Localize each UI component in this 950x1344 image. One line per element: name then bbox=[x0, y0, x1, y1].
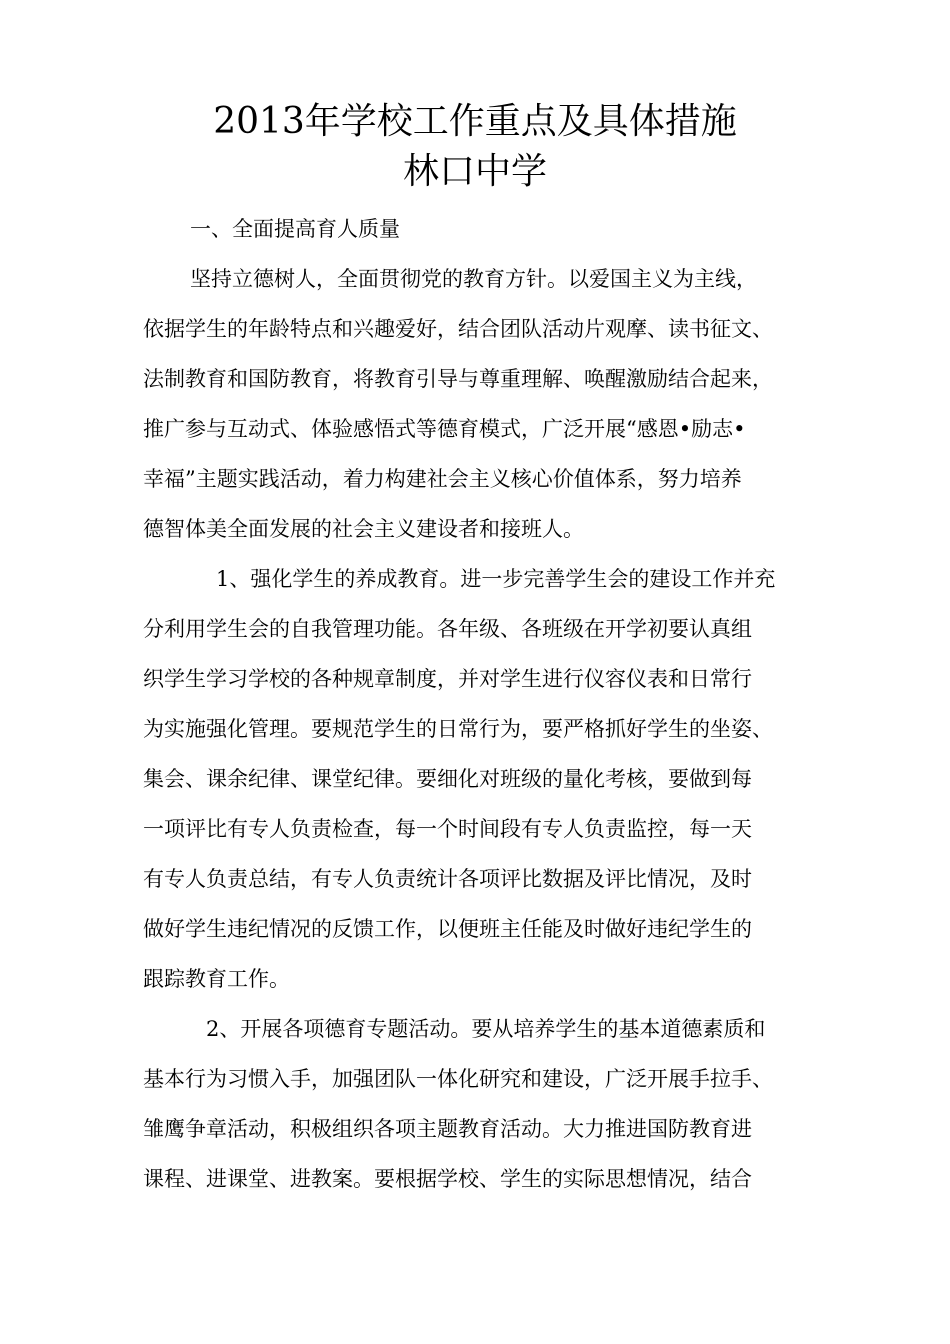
paragraph-line: 依据学生的年龄特点和兴趣爱好，结合团队活动片观摩、读书征文、 bbox=[143, 317, 773, 341]
document-subtitle: 林口中学 bbox=[402, 151, 547, 192]
paragraph-line: 做好学生违纪情况的反馈工作，以便班主任能及时做好违纪学生的 bbox=[143, 917, 752, 941]
paragraph-line: 有专人负责总结，有专人负责统计各项评比数据及评比情况，及时 bbox=[143, 867, 752, 891]
document-title: 2013年学校工作重点及具体措施 bbox=[213, 101, 737, 142]
paragraph-line: 基本行为习惯入手，加强团队一体化研究和建设，广泛开展手拉手、 bbox=[143, 1067, 773, 1091]
paragraph-line: 分利用学生会的自我管理功能。各年级、各班级在开学初要认真组 bbox=[143, 617, 752, 641]
paragraph-line: 跟踪教育工作。 bbox=[143, 967, 290, 991]
paragraph-line: 德智体美全面发展的社会主义建设者和接班人。 bbox=[143, 517, 584, 541]
paragraph-line: 法制教育和国防教育，将教育引导与尊重理解、唤醒激励结合起来， bbox=[143, 367, 773, 391]
paragraph-line: 雏鹰争章活动，积极组织各项主题教育活动。大力推进国防教育进 bbox=[143, 1117, 752, 1141]
paragraph-line: 为实施强化管理。要规范学生的日常行为，要严格抓好学生的坐姿、 bbox=[143, 717, 773, 741]
paragraph-line: 一项评比有专人负责检查，每一个时间段有专人负责监控，每一天 bbox=[143, 817, 752, 841]
paragraph-line: 织学生学习学校的各种规章制度，并对学生进行仪容仪表和日常行 bbox=[143, 667, 752, 691]
paragraph-line: 幸福”主题实践活动，着力构建社会主义核心价值体系，努力培养 bbox=[143, 467, 742, 491]
paragraph-line: 课程、进课堂、进教案。要根据学校、学生的实际思想情况，结合 bbox=[143, 1167, 752, 1191]
paragraph-line: 推广参与互动式、体验感悟式等德育模式，广泛开展“感恩•励志• bbox=[143, 417, 746, 441]
paragraph-line: 2、开展各项德育专题活动。要从培养学生的基本道德素质和 bbox=[206, 1017, 766, 1041]
paragraph-line: 坚持立德树人，全面贯彻党的教育方针。以爱国主义为主线， bbox=[190, 267, 757, 291]
paragraph-line: 集会、课余纪律、课堂纪律。要细化对班级的量化考核，要做到每 bbox=[143, 767, 752, 791]
paragraph-line: 1、强化学生的养成教育。进一步完善学生会的建设工作并充 bbox=[216, 567, 776, 591]
section-heading: 一、全面提高育人质量 bbox=[190, 217, 400, 241]
